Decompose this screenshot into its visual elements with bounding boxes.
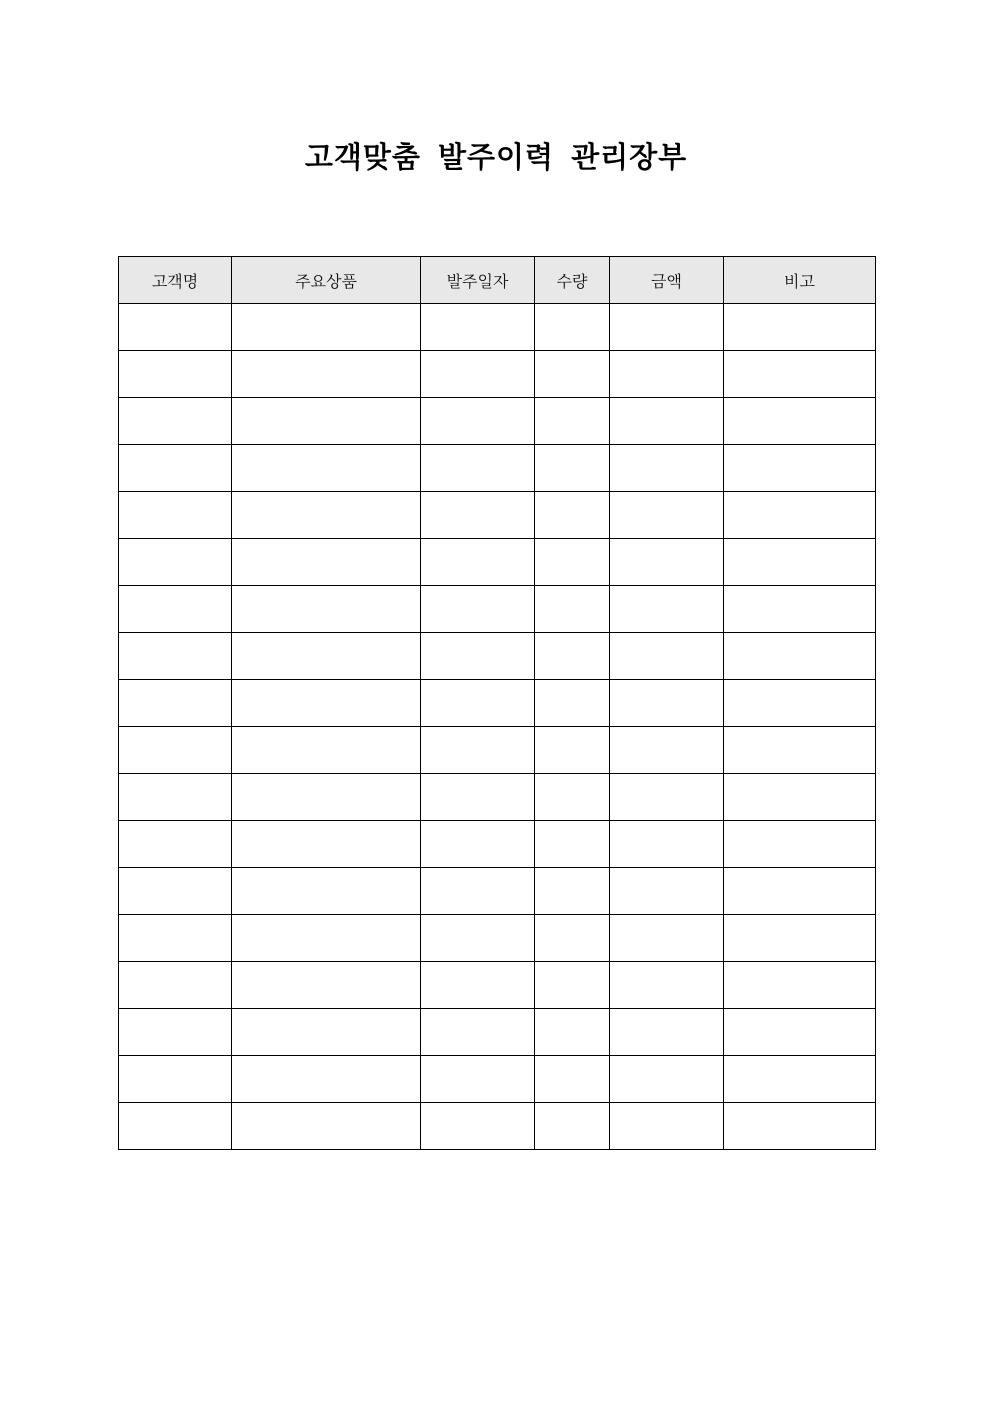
cell-main-product[interactable]	[232, 680, 421, 727]
cell-quantity[interactable]	[535, 539, 610, 586]
cell-order-date[interactable]	[421, 586, 535, 633]
cell-order-date[interactable]	[421, 1009, 535, 1056]
cell-order-date[interactable]	[421, 351, 535, 398]
cell-customer-name[interactable]	[119, 1056, 232, 1103]
cell-customer-name[interactable]	[119, 680, 232, 727]
cell-quantity[interactable]	[535, 492, 610, 539]
cell-customer-name[interactable]	[119, 586, 232, 633]
cell-amount[interactable]	[610, 351, 724, 398]
cell-customer-name[interactable]	[119, 1009, 232, 1056]
cell-main-product[interactable]	[232, 304, 421, 351]
cell-order-date[interactable]	[421, 962, 535, 1009]
cell-amount[interactable]	[610, 962, 724, 1009]
cell-main-product[interactable]	[232, 774, 421, 821]
page-title: 고객맞춤 발주이력 관리장부	[304, 140, 688, 174]
table-row	[119, 586, 876, 633]
cell-main-product[interactable]	[232, 962, 421, 1009]
cell-quantity[interactable]	[535, 445, 610, 492]
cell-main-product[interactable]	[232, 1056, 421, 1103]
cell-remarks[interactable]	[724, 398, 876, 445]
table-row	[119, 539, 876, 586]
cell-amount[interactable]	[610, 304, 724, 351]
cell-quantity[interactable]	[535, 633, 610, 680]
cell-quantity[interactable]	[535, 1009, 610, 1056]
table-row	[119, 304, 876, 351]
table-row	[119, 398, 876, 445]
cell-customer-name[interactable]	[119, 962, 232, 1009]
cell-customer-name[interactable]	[119, 304, 232, 351]
cell-customer-name[interactable]	[119, 398, 232, 445]
cell-quantity[interactable]	[535, 1103, 610, 1150]
cell-amount[interactable]	[610, 821, 724, 868]
order-history-table	[118, 256, 876, 1150]
cell-amount[interactable]	[610, 492, 724, 539]
cell-quantity[interactable]	[535, 304, 610, 351]
cell-amount[interactable]	[610, 633, 724, 680]
cell-customer-name[interactable]	[119, 351, 232, 398]
cell-order-date[interactable]	[421, 727, 535, 774]
cell-order-date[interactable]	[421, 492, 535, 539]
cell-order-date[interactable]	[421, 774, 535, 821]
cell-quantity[interactable]	[535, 680, 610, 727]
cell-remarks[interactable]	[724, 586, 876, 633]
table-row	[119, 1009, 876, 1056]
cell-order-date[interactable]	[421, 1103, 535, 1150]
cell-main-product[interactable]	[232, 492, 421, 539]
cell-main-product[interactable]	[232, 633, 421, 680]
cell-customer-name[interactable]	[119, 868, 232, 915]
cell-main-product[interactable]	[232, 586, 421, 633]
cell-amount[interactable]	[610, 868, 724, 915]
cell-remarks[interactable]	[724, 962, 876, 1009]
cell-quantity[interactable]	[535, 586, 610, 633]
cell-amount[interactable]	[610, 586, 724, 633]
cell-quantity[interactable]	[535, 821, 610, 868]
cell-quantity[interactable]	[535, 774, 610, 821]
cell-remarks[interactable]	[724, 915, 876, 962]
header-quantity: 수량	[535, 257, 610, 304]
cell-order-date[interactable]	[421, 539, 535, 586]
cell-amount[interactable]	[610, 539, 724, 586]
cell-quantity[interactable]	[535, 398, 610, 445]
cell-customer-name[interactable]	[119, 1103, 232, 1150]
cell-customer-name[interactable]	[119, 539, 232, 586]
cell-remarks[interactable]	[724, 445, 876, 492]
cell-amount[interactable]	[610, 398, 724, 445]
cell-quantity[interactable]	[535, 868, 610, 915]
table-row	[119, 774, 876, 821]
cell-remarks[interactable]	[724, 351, 876, 398]
cell-amount[interactable]	[610, 1009, 724, 1056]
cell-main-product[interactable]	[232, 821, 421, 868]
cell-remarks[interactable]	[724, 868, 876, 915]
cell-main-product[interactable]	[232, 727, 421, 774]
cell-main-product[interactable]	[232, 445, 421, 492]
cell-amount[interactable]	[610, 774, 724, 821]
cell-amount[interactable]	[610, 1103, 724, 1150]
cell-customer-name[interactable]	[119, 727, 232, 774]
cell-remarks[interactable]	[724, 304, 876, 351]
cell-customer-name[interactable]	[119, 445, 232, 492]
cell-remarks[interactable]	[724, 1103, 876, 1150]
header-customer-name: 고객명	[119, 257, 232, 304]
cell-quantity[interactable]	[535, 727, 610, 774]
cell-main-product[interactable]	[232, 915, 421, 962]
cell-amount[interactable]	[610, 727, 724, 774]
table-row	[119, 1056, 876, 1103]
header-amount: 금액	[610, 257, 724, 304]
cell-remarks[interactable]	[724, 1056, 876, 1103]
cell-amount[interactable]	[610, 680, 724, 727]
cell-customer-name[interactable]	[119, 915, 232, 962]
table-row	[119, 680, 876, 727]
cell-main-product[interactable]	[232, 398, 421, 445]
cell-main-product[interactable]	[232, 1103, 421, 1150]
cell-amount[interactable]	[610, 1056, 724, 1103]
cell-remarks[interactable]	[724, 821, 876, 868]
table-row	[119, 821, 876, 868]
cell-quantity[interactable]	[535, 915, 610, 962]
cell-main-product[interactable]	[232, 539, 421, 586]
cell-quantity[interactable]	[535, 351, 610, 398]
cell-quantity[interactable]	[535, 1056, 610, 1103]
cell-order-date[interactable]	[421, 915, 535, 962]
table-row	[119, 1103, 876, 1150]
cell-customer-name[interactable]	[119, 821, 232, 868]
cell-amount[interactable]	[610, 445, 724, 492]
cell-order-date[interactable]	[421, 868, 535, 915]
cell-customer-name[interactable]	[119, 774, 232, 821]
table-row	[119, 868, 876, 915]
cell-order-date[interactable]	[421, 633, 535, 680]
cell-remarks[interactable]	[724, 492, 876, 539]
cell-quantity[interactable]	[535, 962, 610, 1009]
table-row	[119, 962, 876, 1009]
cell-remarks[interactable]	[724, 633, 876, 680]
table-row	[119, 915, 876, 962]
cell-remarks[interactable]	[724, 539, 876, 586]
header-row	[119, 257, 876, 304]
table-row	[119, 351, 876, 398]
cell-main-product[interactable]	[232, 868, 421, 915]
cell-order-date[interactable]	[421, 821, 535, 868]
table-row	[119, 633, 876, 680]
cell-remarks[interactable]	[724, 727, 876, 774]
cell-remarks[interactable]	[724, 774, 876, 821]
cell-order-date[interactable]	[421, 445, 535, 492]
header-main-product: 주요상품	[232, 257, 421, 304]
cell-order-date[interactable]	[421, 304, 535, 351]
table-row	[119, 492, 876, 539]
cell-main-product[interactable]	[232, 1009, 421, 1056]
header-remarks: 비고	[724, 257, 876, 304]
cell-order-date[interactable]	[421, 680, 535, 727]
table-row	[119, 727, 876, 774]
cell-customer-name[interactable]	[119, 633, 232, 680]
cell-order-date[interactable]	[421, 398, 535, 445]
cell-order-date[interactable]	[421, 1056, 535, 1103]
table-row	[119, 445, 876, 492]
cell-remarks[interactable]	[724, 680, 876, 727]
cell-amount[interactable]	[610, 915, 724, 962]
cell-remarks[interactable]	[724, 1009, 876, 1056]
cell-main-product[interactable]	[232, 351, 421, 398]
header-order-date: 발주일자	[421, 257, 535, 304]
cell-customer-name[interactable]	[119, 492, 232, 539]
